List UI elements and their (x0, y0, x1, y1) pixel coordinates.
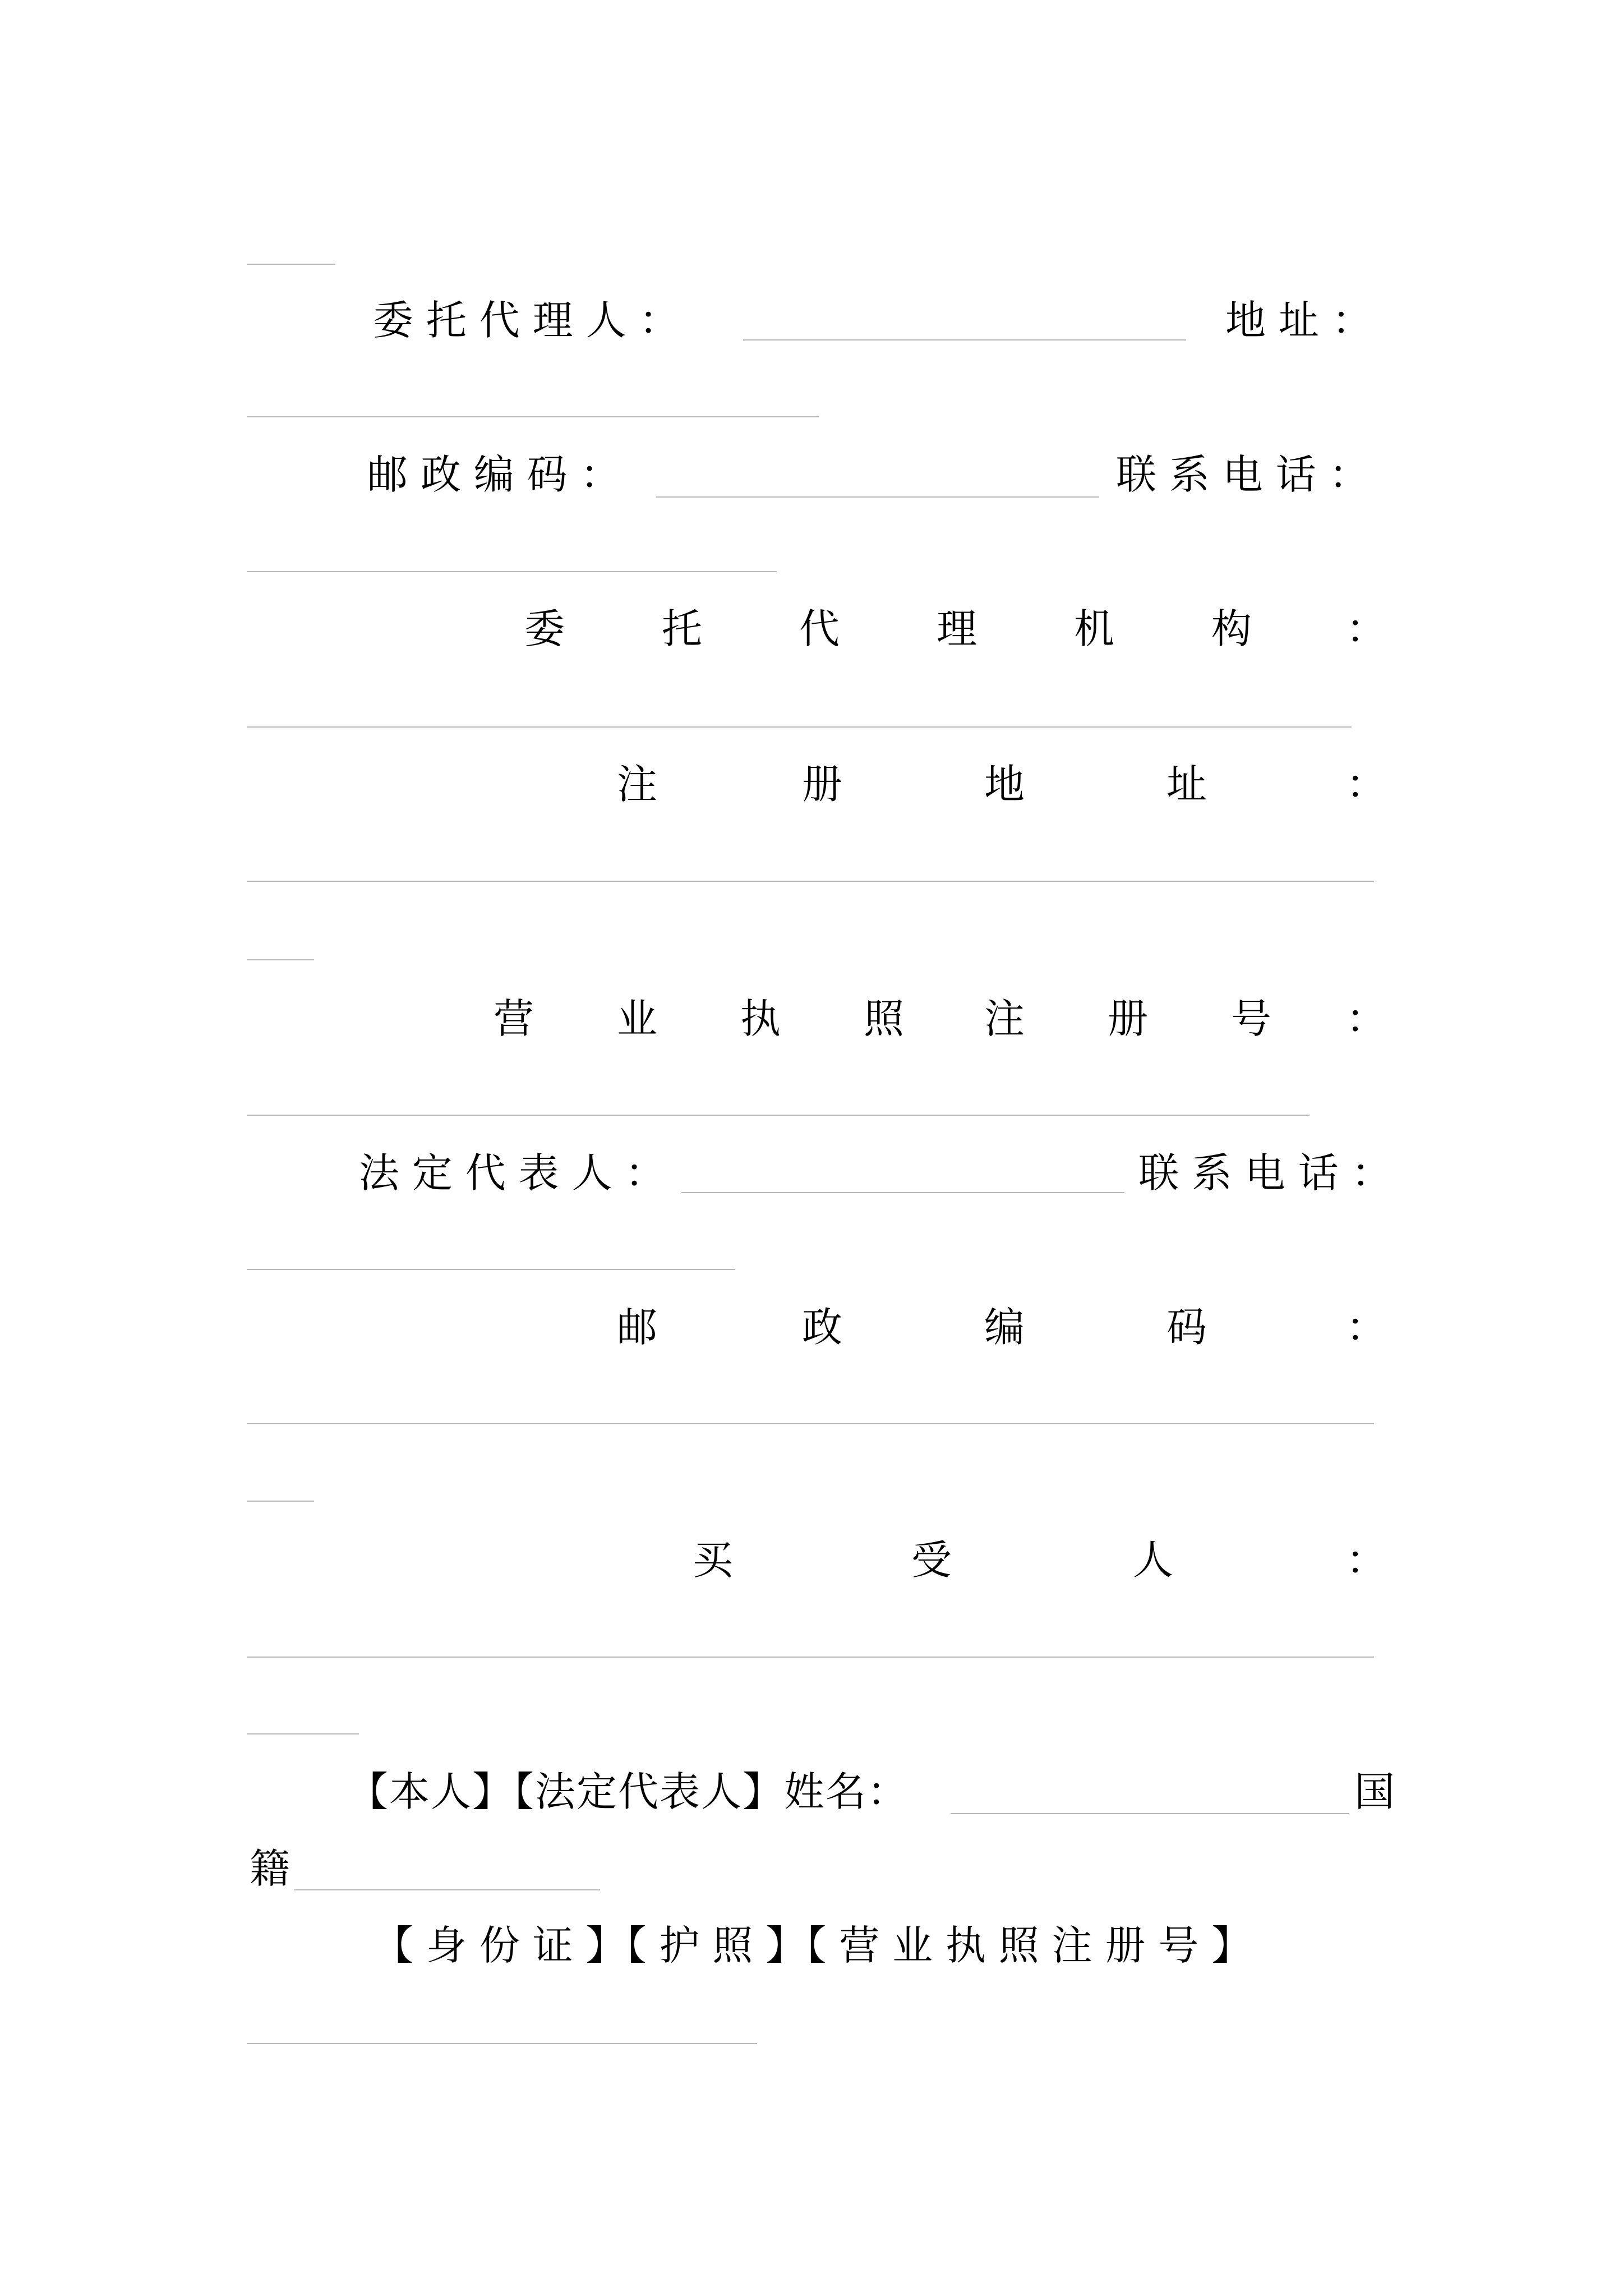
id-type-label: 【 身 份 证 】【 护 照 】【 营 业 执 照 注 册 号 】 (373, 1922, 1252, 1969)
agency-char: 托 (662, 605, 703, 652)
agency-char: 构 (1211, 605, 1252, 652)
license-char: 照 (864, 995, 905, 1042)
license-colon: ： (1346, 995, 1387, 1042)
agency-char: 委 (524, 605, 565, 652)
postal-char: 邮 (617, 1304, 658, 1351)
buyer-blank-cont[interactable] (247, 1733, 359, 1734)
postal-char: 码 (1166, 1304, 1207, 1351)
nationality-label-1: 国 (1354, 1768, 1395, 1815)
blank-line[interactable] (247, 264, 335, 265)
postal-char: 编 (984, 1304, 1025, 1351)
license-char: 营 (494, 995, 534, 1042)
legal-rep-blank[interactable] (681, 1192, 1124, 1193)
address-label: 地 址 ： (1225, 297, 1372, 344)
license-char: 号 (1231, 995, 1272, 1042)
license-char: 业 (617, 995, 658, 1042)
agent-blank[interactable] (743, 339, 1186, 341)
legal-rep-label: 法 定 代 表 人 ： (359, 1149, 666, 1197)
buyer-blank[interactable] (247, 1657, 1374, 1658)
postal-blank[interactable] (656, 496, 1099, 498)
agent-label: 委 托 代 理 人 ： (373, 297, 680, 344)
name-label: 【本人】【法定代表人】姓名： (348, 1768, 909, 1815)
nationality-label-2: 籍 (250, 1845, 291, 1892)
nationality-blank[interactable] (294, 1889, 600, 1890)
license-char: 册 (1108, 995, 1149, 1042)
id-number-blank[interactable] (247, 2043, 757, 2044)
agency-blank[interactable] (247, 726, 1352, 728)
agency-char: 机 (1074, 605, 1115, 652)
buyer-char: 买 (693, 1536, 734, 1584)
reg-address-char: 地 (984, 761, 1025, 808)
name-blank[interactable] (951, 1813, 1349, 1814)
license-char: 注 (984, 995, 1025, 1042)
reg-address-char: 址 (1166, 761, 1207, 808)
buyer-char: 受 (911, 1536, 952, 1584)
agency-char: 代 (799, 605, 840, 652)
postal-blank-2[interactable] (247, 1423, 1374, 1424)
buyer-char: 人 (1133, 1536, 1174, 1584)
reg-address-blank-cont[interactable] (247, 959, 314, 960)
agency-colon: ： (1346, 605, 1387, 652)
address-blank[interactable] (247, 416, 819, 417)
reg-address-blank[interactable] (247, 881, 1374, 882)
license-blank[interactable] (247, 1115, 1310, 1116)
license-char: 执 (740, 995, 781, 1042)
postal-char: 政 (802, 1304, 843, 1351)
postal-label: 邮 政 编 码 ： (367, 451, 621, 498)
postal-colon: ： (1346, 1304, 1387, 1351)
phone-blank-2[interactable] (247, 1269, 735, 1270)
reg-address-char: 册 (802, 761, 843, 808)
buyer-colon: ： (1346, 1536, 1387, 1584)
phone-label: 联 系 电 话 ： (1116, 451, 1370, 498)
phone-label-2: 联 系 电 话 ： (1138, 1149, 1392, 1197)
reg-address-char: 注 (617, 761, 658, 808)
phone-blank[interactable] (247, 571, 777, 572)
postal-blank-2-cont[interactable] (247, 1501, 314, 1502)
reg-address-colon: ： (1346, 761, 1387, 808)
agency-char: 理 (937, 605, 978, 652)
